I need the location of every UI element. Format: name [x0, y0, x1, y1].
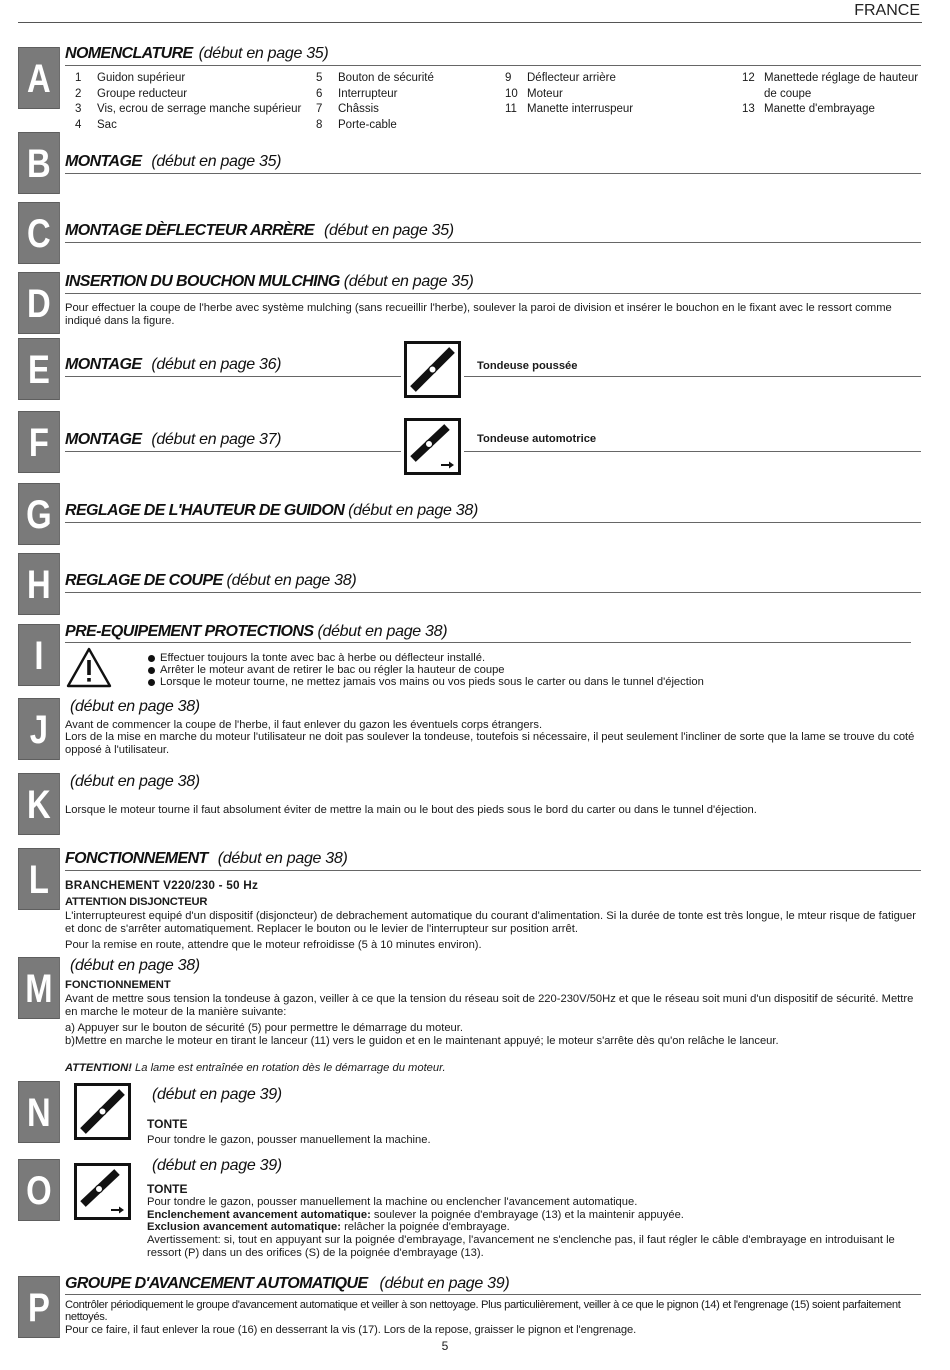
- section-c-rule: [65, 242, 921, 243]
- section-g-heading: [65, 501, 478, 521]
- section-f-page-ref: (début en page 37): [151, 431, 282, 448]
- nomenclature-item: 2 Groupe reducteur: [75, 87, 188, 100]
- section-j-text-2: Lors de la mise en marche du moteur l'utilisateur ne doit pas soulever la tondeuse, toutefois si nécessaire, il peut seulement l'incliner de sorte que la lame se trouve du coté opposé à l'utilisateur.: [65, 731, 915, 756]
- section-tab-e: E: [18, 338, 60, 400]
- section-h-heading: [65, 571, 356, 591]
- nomenclature-item: 6 Interrupteur: [316, 87, 398, 100]
- nomenclature-item: 10 Moteur: [505, 87, 563, 100]
- section-b-title: MONTAGE: [65, 153, 142, 170]
- section-p-text-2: Pour ce faire, il faut enlever la roue (16) en desserrant la vis (17). Lors de la repose, graisser le pignon et l'engrenage.: [65, 1324, 637, 1336]
- push-mower-icon: [74, 1083, 131, 1140]
- country-label: FRANCE: [854, 2, 920, 19]
- section-m-text-1: Avant de mettre sous tension la tondeuse à gazon, veiller à ce que la tension du réseau soit de 220-230V/50Hz et que le réseau soit muni d'un dispositif de sécurité. Mettre en marche le moteur de la manière suivante:: [65, 993, 914, 1018]
- section-m-text-3: b)Mettre en marche le moteur en tirant le lanceur (11) vers le guidon et en le maintenant appuyé; le moteur s'arrête dès qu'on relâche le lanceur.: [65, 1035, 779, 1047]
- section-d-text: Pour effectuer la coupe de l'herbe avec système mulching (sans recueillir l'herbe), soulever la paroi de division et insérer le bouchon en le fixant avec le ressort comme indiqué dans la figure.: [65, 302, 892, 327]
- section-tab-b: B: [18, 132, 60, 194]
- section-b-rule: [65, 173, 921, 174]
- section-tab-l: L: [18, 848, 60, 910]
- section-e-rule-right: [464, 376, 921, 377]
- section-o-page-ref: (début en page 39): [152, 1157, 282, 1174]
- section-h-title: REGLAGE DE COUPE: [65, 572, 223, 589]
- page-number: 5: [441, 1339, 449, 1353]
- section-tab-f: F: [18, 411, 60, 473]
- section-f-rule-right: [464, 451, 921, 452]
- section-n-subheading: TONTE: [147, 1117, 188, 1131]
- section-l-subheading-1: BRANCHEMENT V220/230 - 50 Hz: [65, 878, 259, 892]
- section-e-label: Tondeuse poussée: [477, 360, 578, 372]
- section-i-heading: [65, 622, 447, 642]
- section-c-page-ref: (début en page 35): [324, 222, 454, 239]
- section-m-attention: [65, 1062, 925, 1075]
- section-tab-c: C: [18, 202, 60, 264]
- list-item: Effectuer toujours la tonte avec bac à herbe ou déflecteur installé.: [148, 652, 704, 664]
- section-h-page-ref: (début en page 38): [226, 572, 357, 589]
- section-b-page-ref: (début en page 35): [151, 153, 282, 170]
- nomenclature-item: 3 Vis, ecrou de serrage manche supérieur: [75, 103, 302, 115]
- section-a-heading: [65, 44, 328, 64]
- attention-label: ATTENTION!: [65, 1062, 132, 1074]
- section-tab-d: D: [18, 272, 60, 334]
- section-tab-o: O: [18, 1159, 60, 1221]
- section-g-title: REGLAGE DE L'HAUTEUR DE GUIDON: [65, 502, 345, 519]
- nomenclature-column-1: [75, 71, 301, 133]
- self-propelled-mower-icon: [404, 418, 461, 475]
- nomenclature-item: 13 Manette d'embrayage: [742, 103, 875, 115]
- section-tab-a: A: [18, 47, 60, 109]
- section-p-title: GROUPE D'AVANCEMENT AUTOMATIQUE: [65, 1275, 368, 1292]
- section-tab-i: I: [18, 624, 60, 686]
- nomenclature-column-2: [316, 71, 434, 133]
- header-rule: [18, 22, 922, 23]
- section-i-bullets: [148, 652, 704, 689]
- section-tab-m: M: [18, 957, 60, 1019]
- section-k-page-ref: (début en page 38): [70, 773, 200, 790]
- section-e-title: MONTAGE: [65, 356, 142, 373]
- nomenclature-item: 9 Déflecteur arrière: [505, 72, 616, 84]
- warning-triangle-icon: [66, 646, 112, 692]
- section-l-title: FONCTIONNEMENT: [65, 850, 208, 867]
- nomenclature-item: 8 Porte-cable: [316, 118, 397, 131]
- section-m-page-ref: (début en page 38): [70, 957, 200, 974]
- section-tab-p: P: [18, 1276, 60, 1338]
- section-l-rule: [65, 870, 921, 871]
- section-n-text: Pour tondre le gazon, pousser manuellement la machine.: [147, 1134, 431, 1146]
- section-d-heading: [65, 272, 474, 292]
- section-b-heading: [65, 152, 281, 172]
- section-o-subheading: TONTE: [147, 1182, 188, 1196]
- section-e-rule-left: [65, 376, 401, 377]
- section-tab-k: K: [18, 773, 60, 835]
- section-i-title: PRE-EQUIPEMENT PROTECTIONS: [65, 623, 314, 640]
- section-e-heading: [65, 355, 281, 375]
- self-propelled-mower-icon: [74, 1163, 131, 1220]
- section-tab-j: J: [18, 698, 60, 760]
- section-o-text-1: Pour tondre le gazon, pousser manuellement la machine ou enclencher l'avancement automatique.: [147, 1196, 638, 1208]
- section-o-text-2: Avertissement: si, tout en appuyant sur la poignée d'embrayage, l'avancement ne s'enclenche pas, il faut régler le câble d'embrayage en introduisant le ressort (P) dans un des orifices (S) de la poignée d'embrayage (13).: [147, 1234, 895, 1259]
- section-n-page-ref: (début en page 39): [152, 1086, 282, 1103]
- section-p-page-ref: (début en page 39): [379, 1275, 510, 1292]
- section-d-rule: [65, 293, 921, 294]
- section-a-rule: [65, 65, 921, 66]
- section-e-page-ref: (début en page 36): [151, 356, 282, 373]
- section-d-page-ref: (début en page 35): [343, 273, 474, 290]
- section-o-engage: Enclenchement avancement automatique: soulever la poignée d'embrayage (13) et la maintenir appuyée.: [147, 1209, 684, 1221]
- list-item: Lorsque le moteur tourne, ne mettez jamais vos mains ou vos pieds sous le carter ou dans le tunnel d'éjection: [148, 676, 704, 688]
- section-j-page-ref: (début en page 38): [70, 698, 200, 715]
- section-f-heading: [65, 430, 281, 450]
- section-f-rule-left: [65, 451, 401, 452]
- section-p-rule: [65, 1294, 921, 1295]
- section-p-heading: [65, 1274, 509, 1294]
- section-f-title: MONTAGE: [65, 431, 142, 448]
- section-tab-g: G: [18, 483, 60, 545]
- nomenclature-item: de coupe: [764, 87, 812, 100]
- section-h-rule: [65, 592, 921, 593]
- section-a-page-ref: (début en page 35): [198, 45, 329, 62]
- section-tab-n: N: [18, 1081, 60, 1143]
- section-p-text-1: Contrôler périodiquement le groupe d'avancement automatique et veiller à son nettoyage. Plus particulièrement, veiller à ce que le pignon (14) et l'engrenage (15) soient parfaitement nettoyés.: [65, 1299, 901, 1323]
- section-i-rule: [65, 642, 911, 643]
- list-item: Arrêter le moteur avant de retirer le bac ou régler la hauteur de coupe: [148, 664, 704, 676]
- nomenclature-item: 11 Manette interruspeur: [505, 103, 634, 115]
- section-l-page-ref: (début en page 38): [217, 850, 348, 867]
- nomenclature-item: 5 Bouton de sécurité: [316, 72, 434, 84]
- section-a-title: NOMENCLATURE: [65, 45, 193, 62]
- section-g-rule: [65, 522, 921, 523]
- section-m-subheading: FONCTIONNEMENT: [65, 979, 171, 991]
- section-d-title: INSERTION DU BOUCHON MULCHING: [65, 273, 340, 290]
- section-tab-h: H: [18, 553, 60, 615]
- nomenclature-column-4: [742, 71, 918, 118]
- nomenclature-column-3: [505, 71, 633, 118]
- nomenclature-item: 12 Manettede réglage de hauteur: [742, 72, 919, 84]
- section-k-text: Lorsque le moteur tourne il faut absolument éviter de mettre la main ou le bout des pieds sous le bord du carter ou dans le tunnel d'éjection.: [65, 804, 757, 816]
- section-l-text-2: Pour la remise en route, attendre que le moteur refroidisse (5 à 10 minutes environ).: [65, 939, 482, 951]
- section-c-heading: [65, 221, 454, 241]
- section-l-heading: [65, 849, 348, 869]
- nomenclature-item: 4 Sac: [75, 118, 117, 131]
- section-g-page-ref: (début en page 38): [348, 502, 478, 519]
- section-i-page-ref: (début en page 38): [317, 623, 448, 640]
- section-m-text-2: a) Appuyer sur le bouton de sécurité (5) pour permettre le démarrage du moteur.: [65, 1022, 463, 1034]
- nomenclature-item: 7 Châssis: [316, 103, 379, 115]
- section-l-subheading-2: ATTENTION DISJONCTEUR: [65, 896, 208, 908]
- section-f-label: Tondeuse automotrice: [477, 433, 597, 445]
- section-j-text-1: Avant de commencer la coupe de l'herbe, il faut enlever du gazon les éventuels corps étrangers.: [65, 719, 543, 731]
- section-c-title: MONTAGE DÈFLECTEUR ARRÈRE: [65, 222, 315, 239]
- nomenclature-item: 1 Guidon supérieur: [75, 72, 186, 84]
- attention-text: La lame est entraînée en rotation dès le démarrage du moteur.: [131, 1062, 446, 1074]
- section-o-disengage: Exclusion avancement automatique: relâcher la poignée d'embrayage.: [147, 1221, 510, 1233]
- push-mower-icon: [404, 341, 461, 398]
- section-l-text-1: L'interrupteurest equipé d'un dispositif (disjoncteur) de debrachement automatique du courant d'alimentation. Si la durée de tonte est très longue, le mteur risque de fatiguer et donc de s'arrêter automatiquement. Replacer le bouton ou le levier de l'interrupteur sur position arrêt.: [65, 910, 916, 935]
